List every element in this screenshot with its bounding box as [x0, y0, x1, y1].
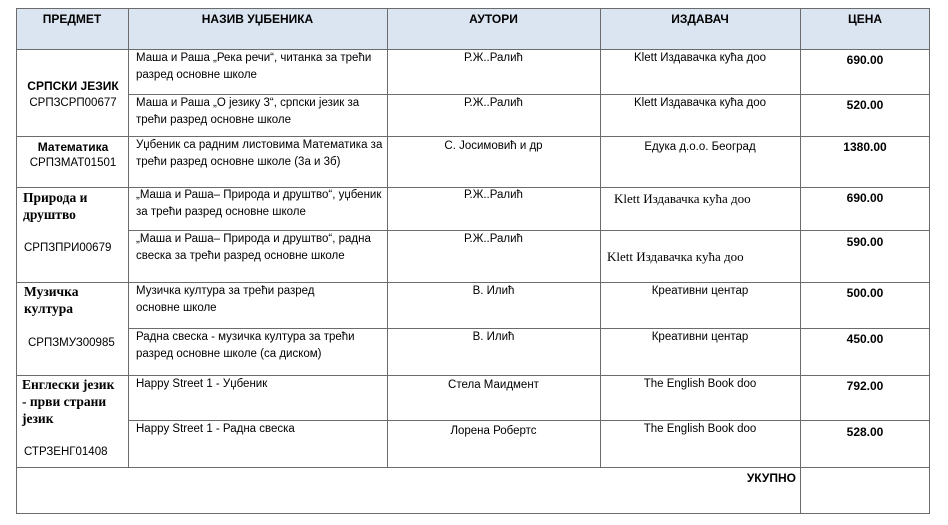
subject-code: СТРЗЕНГ01408 — [24, 446, 108, 458]
book-authors: Р.Ж..Ралић — [464, 233, 523, 245]
header-title: НАЗИВ УЏБЕНИКА — [201, 12, 314, 26]
subject-name: Математика — [37, 140, 109, 154]
book-price: 690.00 — [846, 191, 884, 205]
book-publisher: Креативни центар — [651, 285, 749, 297]
book-publisher: Klett Издавачка кућа доо — [634, 97, 766, 109]
book-authors: В. Илић — [472, 331, 515, 343]
book-authors: В. Илић — [472, 285, 515, 297]
book-publisher: Едука д.о.о. Београд — [644, 141, 756, 153]
book-title: Happy Street 1 - Уџбеник — [136, 378, 268, 390]
subject-code: СРПЗСРП00677 — [29, 97, 117, 109]
book-authors: Стела Маидмент — [448, 379, 539, 391]
header-authors: АУТОРИ — [469, 12, 518, 26]
subject-code: СРПЗПРИ00679 — [24, 242, 112, 254]
book-publisher: Креативни центар — [651, 331, 749, 343]
header-price: ЦЕНА — [847, 12, 883, 26]
book-publisher: The English Book doo — [643, 378, 757, 390]
subject-code: СРПЗМУЗ00985 — [28, 337, 115, 349]
book-publisher: The English Book doo — [643, 423, 757, 435]
book-authors: Лорена Робертс — [450, 425, 537, 437]
subject-name: СРПСКИ ЈЕЗИК — [27, 79, 119, 93]
book-title: Happy Street 1 - Радна свеска — [136, 423, 295, 435]
book-title: „Маша и Раша– Природа и друштво“, уџбеник за трећи разред основне школе — [136, 189, 382, 218]
book-title: Уџбеник са радним листовима Математика за трећи разред основне школе (3а и 3б) — [136, 139, 383, 168]
book-authors: Р.Ж..Ралић — [464, 189, 523, 201]
subject-code: СРПЗМАТ01501 — [29, 157, 117, 169]
book-price: 1380.00 — [843, 140, 887, 154]
book-price: 792.00 — [846, 379, 884, 393]
book-price: 690.00 — [846, 53, 884, 67]
book-price: 590.00 — [846, 235, 884, 249]
header-publisher: ИЗДАВАЧ — [671, 12, 729, 26]
subject-name: Природа и друштво — [23, 190, 88, 222]
textbook-table — [16, 8, 930, 514]
subject-name: Музичка култура — [24, 284, 79, 316]
book-authors: Р.Ж..Ралић — [464, 52, 523, 64]
total-label: УКУПНО — [746, 471, 796, 485]
book-title: Радна свеска - музичка култура за трећи разред основне школе (са диском) — [136, 331, 355, 360]
header-subject: ПРЕДМЕТ — [42, 12, 102, 26]
book-publisher: Klett Издавачка кућа доо — [634, 52, 766, 64]
book-title: Маша и Раша „Река речи“, читанка за трећи разред основне школе — [136, 52, 372, 81]
book-publisher: Klett Издавачка кућа доо — [607, 249, 744, 264]
book-title: Маша и Раша „О језику 3“, српски језик за трећи разред основне школе — [136, 97, 360, 126]
book-publisher: Klett Издавачка кућа доо — [614, 191, 751, 206]
subject-name: Енглески језик - први страни језик — [22, 377, 115, 426]
book-authors: С. Јосимовић и др — [444, 140, 543, 152]
book-authors: Р.Ж..Ралић — [464, 97, 523, 109]
book-price: 528.00 — [846, 425, 884, 439]
book-title: Музичка култура за трећи разред основне школе — [136, 285, 315, 314]
book-title: „Маша и Раша– Природа и друштво“, радна свеска за трећи разред основне школе — [136, 233, 371, 262]
book-price: 450.00 — [846, 332, 884, 346]
book-price: 520.00 — [846, 98, 884, 112]
book-price: 500.00 — [846, 286, 884, 300]
